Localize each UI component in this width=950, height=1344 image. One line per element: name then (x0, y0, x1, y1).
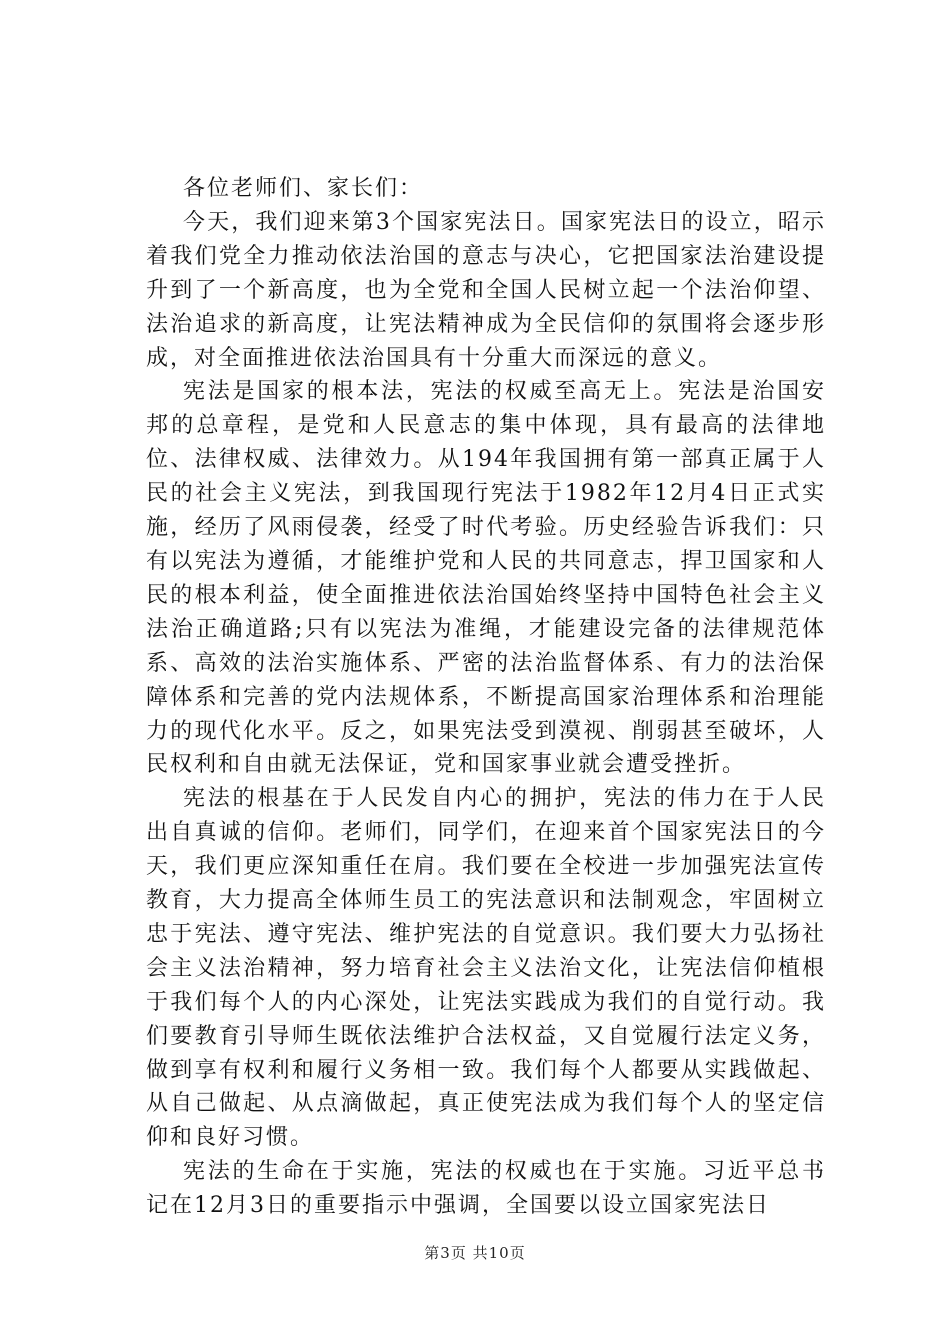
paragraph-3: 宪法的根基在于人民发自内心的拥护，宪法的伟力在于人民出自真诚的信仰。老师们，同学们，在迎来首个国家宪法日的今天，我们更应深知重任在肩。我们要在全校进一步加强宪法宣传教育，大力提高全体师生员工的宪法意识和法制观念，牢固树立忠于宪法、遵守宪法、维护宪法的自觉意识。我们要大力弘扬社会主义法治精神，努力培育社会主义法治文化，让宪法信仰植根于我们每个人的内心深处，让宪法实践成为我们的自觉行动。我们要教育引导师生既依法维护合法权益，又自觉履行法定义务，做到享有权利和履行义务相一致。我们每个人都要从实践做起、从自己做起、从点滴做起，真正使宪法成为我们每个人的坚定信仰和良好习惯。 (146, 786, 826, 1151)
paragraph-2: 宪法是国家的根本法，宪法的权威至高无上。宪法是治国安邦的总章程，是党和人民意志的集中体现，具有最高的法律地位、法律权威、法律效力。从194年我国拥有第一部真正属于人民的社会主义宪法，到我国现行宪法于1982年12月4日正式实施，经历了风雨侵袭，经受了时代考验。历史经验告诉我们：只有以宪法为遵循，才能维护党和人民的共同意志，捍卫国家和人民的根本利益，使全面推进依法治国始终坚持中国特色社会主义法治正确道路;只有以宪法为准绳，才能建设完备的法律规范体系、高效的法治实施体系、严密的法治监督体系、有力的法治保障体系和完善的党内法规体系，不断提高国家治理体系和治理能力的现代化水平。反之，如果宪法受到漠视、削弱甚至破坏，人民权利和自由就无法保证，党和国家事业就会遭受挫折。 (146, 379, 826, 778)
document-body (146, 172, 826, 1223)
paragraph-4: 宪法的生命在于实施，宪法的权威也在于实施。习近平总书记在12月3日的重要指示中强调，全国要以设立国家宪法日 (146, 1159, 826, 1219)
salutation: 各位老师们、家长们： (183, 176, 424, 201)
paragraph-1: 今天，我们迎来第3个国家宪法日。国家宪法日的设立，昭示着我们党全力推动依法治国的意志与决心，它把国家法治建设提升到了一个新高度，也为全党和全国人民树立起一个法治仰望、法治追求的新高度，让宪法精神成为全民信仰的氛围将会逐步形成，对全面推进依法治国具有十分重大而深远的意义。 (146, 209, 826, 371)
page-number-footer: 第3页 共10页 (424, 1244, 526, 1262)
